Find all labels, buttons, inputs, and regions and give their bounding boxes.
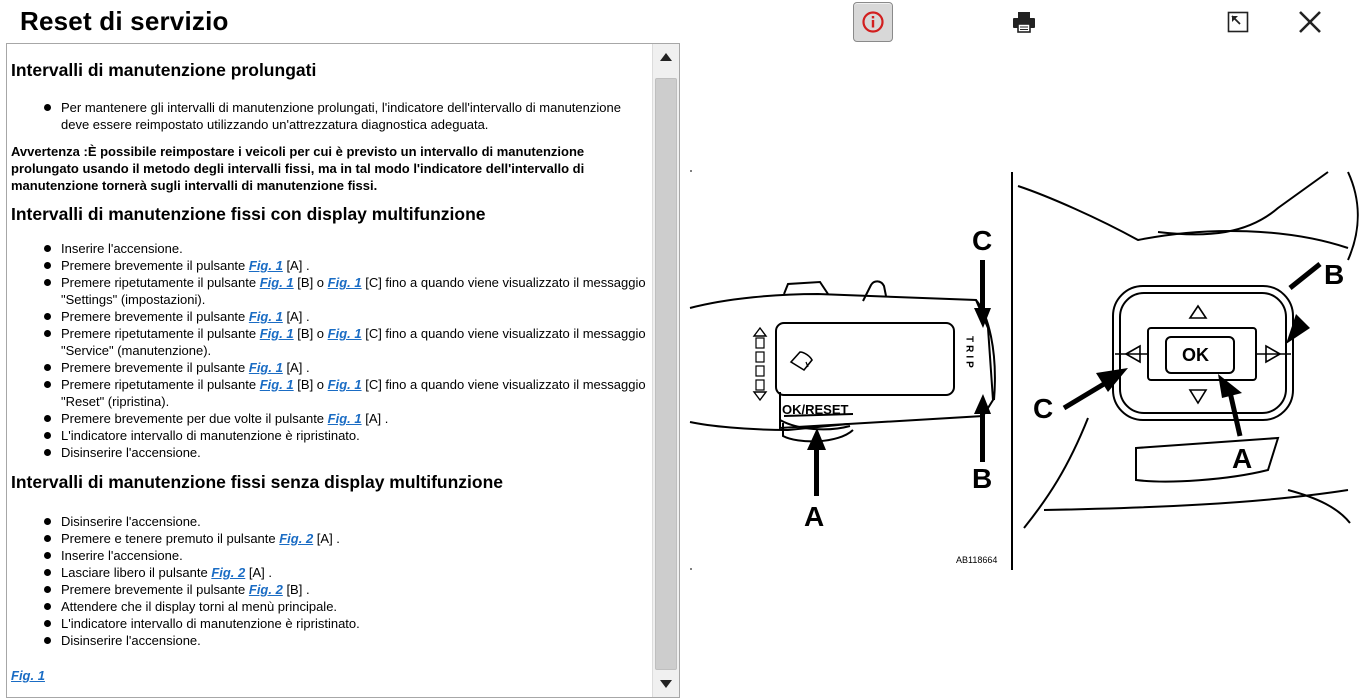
list-item-text: Lasciare libero il pulsante (61, 565, 212, 580)
fig-link[interactable]: Fig. 2 (248, 582, 283, 597)
scroll-down-button[interactable] (653, 671, 679, 697)
callout-b-stalk: B (972, 463, 993, 494)
list-item-text: Disinserire l'accensione. (61, 445, 201, 460)
fig-link[interactable]: Fig. 1 (248, 258, 283, 273)
callout-letters (804, 225, 1344, 532)
list-item-text: Premere brevemente il pulsante (61, 258, 249, 273)
figure-reference-code: AB118664 (956, 555, 998, 565)
list-item (53, 598, 651, 615)
list-item (53, 359, 651, 376)
list-item-text: [B] o (293, 275, 328, 290)
list-item (53, 564, 651, 581)
callout-a-wheel: A (1232, 443, 1253, 474)
page-title: Reset di servizio (20, 6, 229, 36)
list-item-text: Premere brevemente il pulsante (61, 582, 249, 597)
bullet-list (53, 240, 651, 461)
warning-note: Avvertenza :È possibile reimpostare i veicoli per cui è previsto un intervallo di manutenzione prolungato usando il metodo degli intervalli fissi, ma in tal modo l'indicatore dell'intervallo di manutenzione tornerà sugli intervalli di manutenzione fissi. (11, 144, 585, 193)
list-item-text: [A] . (361, 411, 389, 426)
list-item-text: Premere e tenere premuto il pulsante (61, 531, 280, 546)
bullet-list (53, 513, 651, 649)
fig-link[interactable]: Fig. 1 (327, 377, 362, 392)
vertical-scrollbar[interactable] (652, 44, 679, 697)
section-heading: Intervalli di manutenzione fissi senza display multifunzione (11, 472, 504, 492)
list-item-text: Attendere che il display torni al menù principale. (61, 599, 338, 614)
fig-link[interactable]: Fig. 1 (327, 275, 362, 290)
content-body (11, 44, 651, 684)
wiper-stalk-drawing (690, 281, 995, 441)
list-item-text: Premere brevemente il pulsante (61, 309, 249, 324)
list-item-text: [B] o (293, 377, 328, 392)
list-item-text: [B] . (282, 582, 310, 597)
list-item-text: Disinserire l'accensione. (61, 633, 201, 648)
ok-button-label: OK (1182, 345, 1209, 365)
scroll-up-button[interactable] (653, 44, 679, 70)
list-item (53, 427, 651, 444)
list-item (53, 308, 651, 325)
close-button[interactable] (1292, 4, 1328, 40)
list-item-text: [A] . (313, 531, 340, 546)
fig-link[interactable]: Fig. 1 (248, 309, 283, 324)
restore-window-button[interactable] (1222, 6, 1254, 38)
list-item: Per mantenere gli intervalli di manutenzione prolungati, l'indicatore dell'intervallo di manutenzione deve essere reimpostato utilizzando un'attrezzatura diagnostica adeguata. (53, 99, 651, 133)
callout-c-stalk: C (972, 225, 993, 256)
content-pane[interactable] (6, 43, 680, 698)
list-item (53, 444, 651, 461)
list-item-text: [A] . (245, 565, 272, 580)
list-item (53, 274, 651, 308)
printer-icon (1012, 11, 1036, 33)
fig-link[interactable]: Fig. 1 (327, 326, 362, 341)
list-item-text: [A] . (282, 309, 310, 324)
list-item-text: Premere brevemente il pulsante (61, 360, 249, 375)
fig-link[interactable]: Fig. 1 (259, 326, 294, 341)
arrow-up-icon (660, 53, 672, 61)
stalk-label: OK/RESET (782, 402, 849, 417)
fig-link[interactable]: Fig. 1 (259, 377, 294, 392)
trip-label: TRIP (963, 336, 975, 371)
list-item-text: Inserire l'accensione. (61, 241, 183, 256)
restore-window-icon (1227, 11, 1249, 33)
list-item (53, 530, 651, 547)
info-button[interactable] (853, 2, 893, 42)
list-item-text: Inserire l'accensione. (61, 548, 183, 563)
fig-link[interactable]: Fig. 2 (279, 531, 314, 546)
fig-link[interactable]: Fig. 1 (248, 360, 283, 375)
fig-link[interactable]: Fig. 1 (259, 275, 294, 290)
list-item (53, 632, 651, 649)
section-heading: Intervalli di manutenzione fissi con display multifunzione (11, 204, 486, 224)
fig-link[interactable]: Fig. 1 (11, 668, 45, 683)
scroll-thumb[interactable] (655, 78, 677, 670)
list-item-text: Premere ripetutamente il pulsante (61, 326, 260, 341)
list-item-text: [C] fino a quando viene visualizzato il messaggio "Settings" (impostazioni). (61, 275, 646, 307)
close-icon (1298, 10, 1322, 34)
list-item (53, 410, 651, 427)
list-item (53, 547, 651, 564)
list-item-text: L'indicatore intervallo di manutenzione è ripristinato. (61, 616, 360, 631)
list-item-text: Disinserire l'accensione. (61, 514, 201, 529)
list-item (53, 325, 651, 359)
steering-controls-figure (688, 168, 1363, 574)
list-item-text: [B] o (293, 326, 328, 341)
callout-b-wheel: B (1324, 259, 1345, 290)
list-item (53, 615, 651, 632)
fig-link[interactable]: Fig. 1 (327, 411, 362, 426)
list-item (53, 257, 651, 274)
print-button[interactable] (1008, 6, 1040, 38)
list-item-text: Premere ripetutamente il pulsante (61, 377, 260, 392)
list-item (53, 513, 651, 530)
list-item (53, 240, 651, 257)
list-item-text: [C] fino a quando viene visualizzato il messaggio "Service" (manutenzione). (61, 326, 646, 358)
bullet-list (53, 99, 651, 133)
fig-link[interactable]: Fig. 2 (211, 565, 246, 580)
arrow-down-icon (660, 680, 672, 688)
list-item-text: Premere ripetutamente il pulsante (61, 275, 260, 290)
section-heading: Intervalli di manutenzione prolungati (11, 60, 317, 80)
list-item-text: [A] . (282, 258, 310, 273)
list-item (53, 581, 651, 598)
list-item-text: [A] . (282, 360, 310, 375)
info-icon (861, 10, 885, 34)
list-item-text: [C] fino a quando viene visualizzato il messaggio "Reset" (ripristina). (61, 377, 646, 409)
callout-a-stalk: A (804, 501, 825, 532)
list-item-text: Premere brevemente per due volte il pulsante (61, 411, 328, 426)
callout-c-wheel: C (1033, 393, 1054, 424)
list-item-text: L'indicatore intervallo di manutenzione è ripristinato. (61, 428, 360, 443)
list-item (53, 376, 651, 410)
